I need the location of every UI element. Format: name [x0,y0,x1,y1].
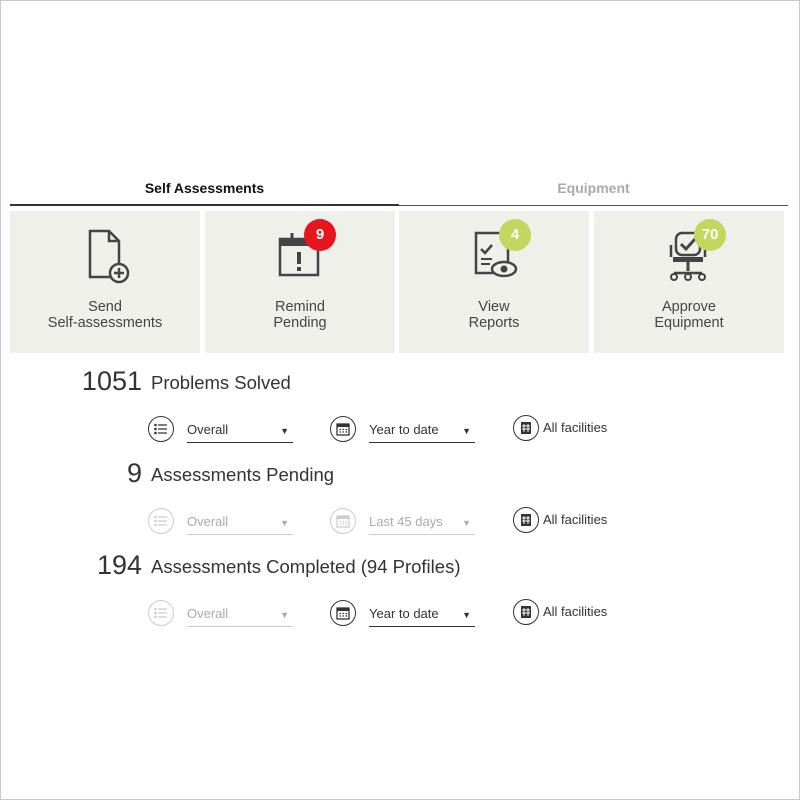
tab-equipment[interactable]: Equipment [399,176,788,206]
pending-count-badge: 9 [304,219,336,251]
tile-label-line2: Pending [273,315,327,331]
stat-number: 9 [126,458,142,488]
period-select[interactable] [369,421,475,443]
category-select [187,513,293,535]
list-icon [148,508,174,534]
send-self-assessments-tile[interactable] [10,211,200,353]
tile-label-line2: Equipment [654,315,724,331]
building-icon[interactable] [513,599,539,625]
category-select-value: Overall [187,606,229,621]
stat-label: Assessments Completed (94 Profiles) [151,556,461,577]
tile-label [399,299,589,331]
period-select [369,513,475,535]
tile-label-line2: Reports [468,315,520,331]
period-select-value: Year to date [369,422,439,437]
chevron-down-icon: ▼ [280,426,289,436]
chevron-down-icon: ▼ [462,426,471,436]
tile-label [205,299,395,331]
reports-count-badge: 4 [499,219,531,251]
facility-filter-label[interactable]: All facilities [543,512,608,527]
document-add-icon [75,225,135,285]
tab-bar [10,176,788,206]
action-tiles [10,211,788,353]
chevron-down-icon: ▼ [280,610,289,620]
calendar-icon [330,600,356,626]
category-select-value: Overall [187,422,229,437]
building-icon[interactable] [513,507,539,533]
stat-label: Assessments Pending [151,464,335,485]
tile-label-line1: Remind [275,299,325,315]
category-select [187,605,293,627]
chevron-down-icon: ▼ [462,610,471,620]
tile-label [594,299,784,331]
list-icon [148,600,174,626]
facility-filter-label[interactable]: All facilities [543,420,608,435]
period-select-value: Last 45 days [369,514,443,529]
tab-self-assessments[interactable]: Self Assessments [10,176,399,206]
category-select-value: Overall [187,514,229,529]
chevron-down-icon: ▼ [462,518,471,528]
filters-assessments-pending [0,506,800,540]
stat-number: 1051 [81,366,142,396]
stat-number: 194 [96,550,142,580]
tile-label-line1: Send [88,299,122,315]
approve-equipment-tile[interactable] [594,211,784,353]
tile-label-line1: Approve [661,299,716,315]
period-select[interactable] [369,605,475,627]
tile-label [10,299,200,331]
calendar-icon [330,416,356,442]
equipment-count-badge: 70 [694,219,726,251]
category-select[interactable] [187,421,293,443]
building-icon[interactable] [513,415,539,441]
period-select-value: Year to date [369,606,439,621]
remind-pending-tile[interactable] [205,211,395,353]
chevron-down-icon: ▼ [280,518,289,528]
calendar-icon [330,508,356,534]
stat-label: Problems Solved [151,372,291,393]
tile-label-line2: Self-assessments [47,315,163,331]
tile-label-line1: View [478,299,510,315]
view-reports-tile[interactable] [399,211,589,353]
facility-filter-label[interactable]: All facilities [543,604,608,619]
filters-problems-solved [0,414,800,448]
filters-assessments-completed [0,598,800,632]
list-icon [148,416,174,442]
